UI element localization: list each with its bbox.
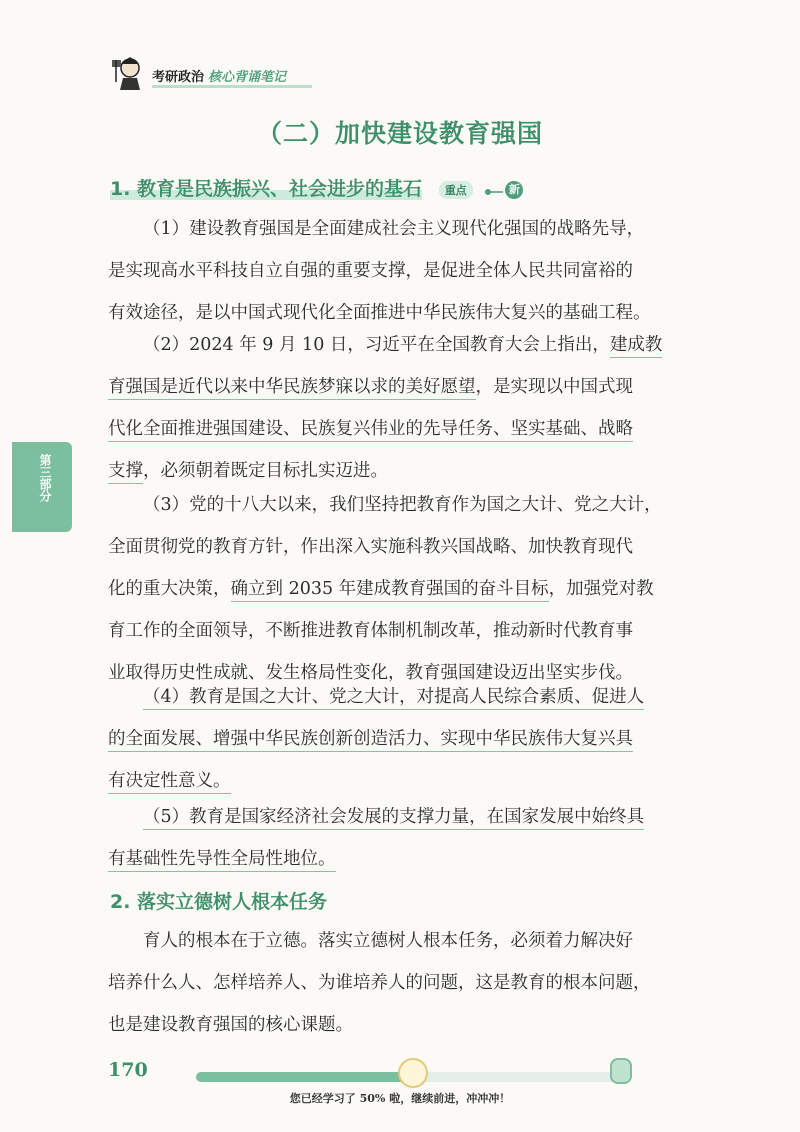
paragraph-1 bbox=[108, 208, 718, 334]
paragraph-3-text: 化的重大决策， bbox=[108, 579, 231, 599]
paragraph-2-line bbox=[108, 324, 718, 366]
paragraph-2-text: ，必须朝着既定目标扎实迈进。 bbox=[143, 461, 388, 481]
paragraph-6-line: 育人的根本在于立德。落实立德树人根本任务，必须着力解决好 bbox=[143, 931, 633, 951]
underlined-text: 确立到 2035 年建成教育强国的奋斗目标 bbox=[231, 579, 549, 602]
header-series: 考研政治 bbox=[152, 70, 205, 85]
new-badge: 新 bbox=[505, 181, 523, 199]
paragraph-1-line: （1）建设教育强国是全面建成社会主义现代化强国的战略先导， bbox=[143, 219, 645, 239]
paragraph-6 bbox=[108, 920, 718, 1046]
subsection-heading-1-text: 1. 教育是民族振兴、社会进步的基石 bbox=[110, 178, 423, 200]
underlined-text: 育强国是近代以来中华民族梦寐以求的美好愿望 bbox=[108, 377, 476, 400]
paragraph-4-line bbox=[108, 676, 718, 718]
header-book: 核心背诵笔记 bbox=[208, 70, 287, 85]
underlined-text: 的全面发展、增强中华民族创新创造活力、实现中华民族伟大复兴具 bbox=[108, 729, 633, 752]
header-underline bbox=[152, 85, 312, 88]
paragraph-1-line: 有效途径，是以中国式现代化全面推进中华民族伟大复兴的基础工程。 bbox=[108, 303, 651, 323]
underlined-text: 支撑 bbox=[108, 461, 143, 484]
paragraph-3-line: 业取得历史性成就、发生格局性变化，教育强国建设迈出坚实步伐。 bbox=[108, 663, 633, 683]
paragraph-2 bbox=[108, 324, 718, 492]
progress-note: 您已经学习了 50% 啦，继续前进，冲冲冲！ bbox=[289, 1092, 511, 1105]
paragraph-3-line bbox=[108, 568, 718, 610]
progress-end-icon bbox=[610, 1058, 632, 1084]
progress-marker-icon bbox=[398, 1058, 428, 1088]
paragraph-2-line bbox=[108, 408, 718, 450]
connector-dot-icon bbox=[485, 179, 503, 201]
student-mascot-icon bbox=[108, 52, 148, 92]
paragraph-1-line: 是实现高水平科技自立自强的重要支撑，是促进全体人民共同富裕的 bbox=[108, 261, 633, 281]
underlined-text: （4）教育是国之大计、党之大计，对提高人民综合素质、促进人 bbox=[143, 687, 644, 710]
paragraph-6-line: 也是建设教育强国的核心课题。 bbox=[108, 1015, 353, 1035]
study-progress-bar bbox=[196, 1072, 626, 1082]
page-number: 170 bbox=[108, 1059, 148, 1081]
paragraph-2-text: （2）2024 年 9 月 10 日，习近平在全国教育大会上指出， bbox=[143, 335, 610, 355]
underlined-text: （5）教育是国家经济社会发展的支撑力量，在国家发展中始终具 bbox=[143, 807, 644, 830]
subsection-heading-1 bbox=[110, 174, 523, 201]
paragraph-5-line bbox=[108, 796, 718, 838]
paragraph-4-line bbox=[108, 718, 718, 760]
paragraph-3-text: ，加强党对教 bbox=[548, 579, 654, 599]
paragraph-3-line: （3）党的十八大以来，我们坚持把教育作为国之大计、党之大计， bbox=[143, 495, 662, 515]
study-progress-fill bbox=[196, 1072, 411, 1082]
underlined-text: 有决定性意义。 bbox=[108, 771, 231, 794]
part-side-tab bbox=[12, 442, 72, 532]
paragraph-6-line: 培养什么人、怎样培养人、为谁培养人的问题，这是教育的根本问题， bbox=[108, 973, 651, 993]
key-point-badge: 重点 bbox=[439, 181, 473, 199]
paragraph-5-line bbox=[108, 838, 718, 880]
paragraph-2-line bbox=[108, 366, 718, 408]
paragraph-3 bbox=[108, 484, 718, 694]
underlined-text: 建成教 bbox=[610, 335, 663, 358]
paragraph-3-line: 育工作的全面领导，不断推进教育体制机制改革，推动新时代教育事 bbox=[108, 621, 633, 641]
header-title bbox=[152, 66, 286, 85]
paragraph-5 bbox=[108, 796, 718, 880]
underlined-text: 有基础性先导性全局性地位。 bbox=[108, 849, 336, 872]
underlined-text: 代化全面推进强国建设、民族复兴伟业的先导任务、坚实基础、战略 bbox=[108, 419, 633, 442]
paragraph-4 bbox=[108, 676, 718, 802]
paragraph-2-text: ，是实现以中国式现 bbox=[475, 377, 633, 397]
paragraph-3-line: 全面贯彻党的教育方针，作出深入实施科教兴国战略、加快教育现代 bbox=[108, 537, 633, 557]
part-side-tab-label: 第三部分 bbox=[38, 454, 52, 502]
section-title: （二）加快建设教育强国 bbox=[256, 119, 543, 148]
subsection-heading-2: 2. 落实立德树人根本任务 bbox=[110, 891, 328, 913]
